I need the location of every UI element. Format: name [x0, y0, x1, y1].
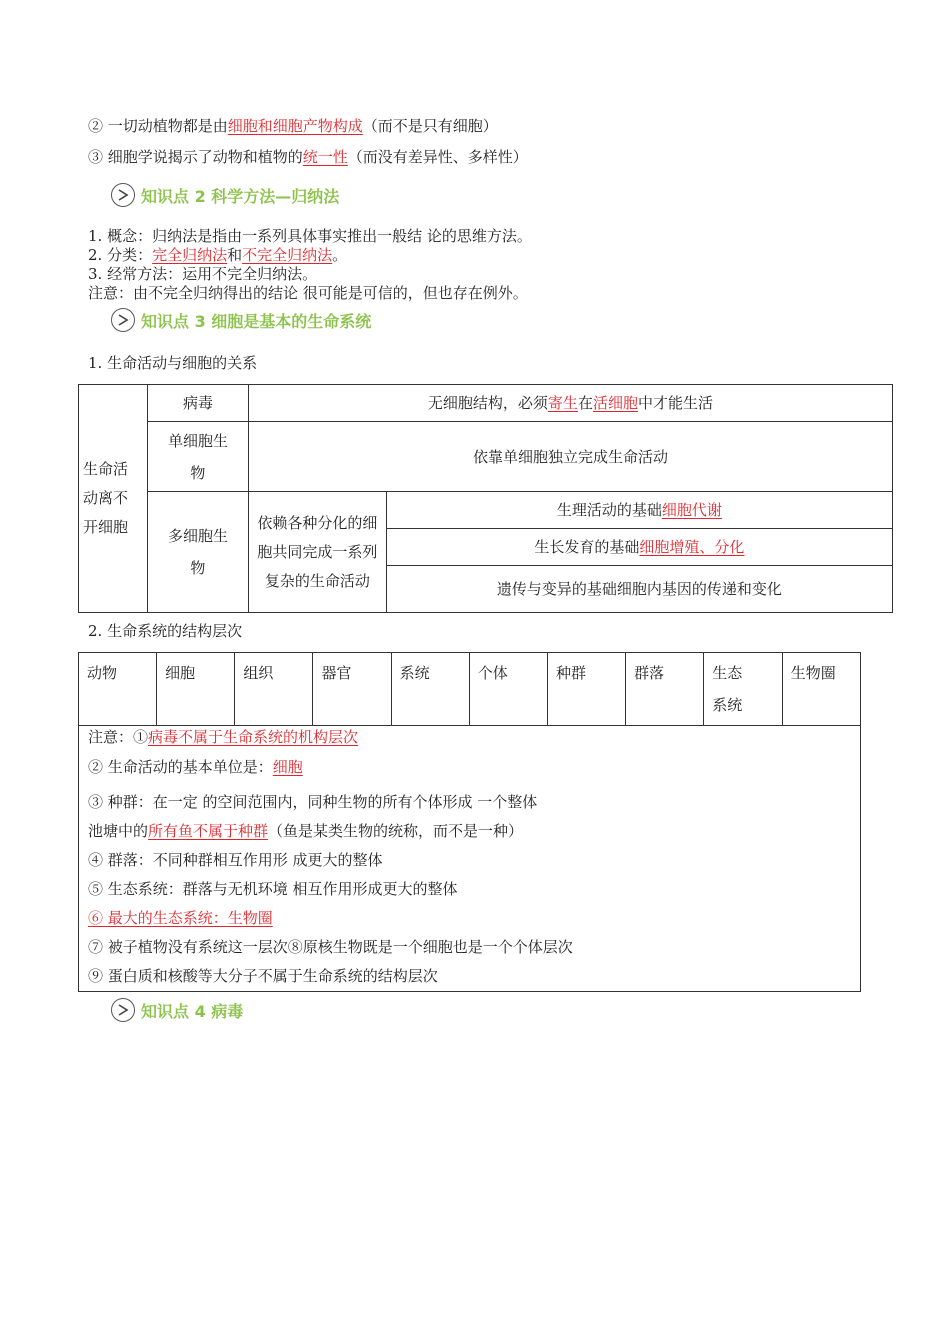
table-cell-multi: 多细胞生物: [147, 492, 248, 613]
table-cell-multi-mid: 依赖各种分化的细胞共同完成一系列复杂的生命活动: [248, 492, 386, 613]
section2-item-3: 3. 经常方法：运用不完全归纳法。: [88, 265, 318, 283]
note-line: 池塘中的所有鱼不属于种群（鱼是某类生物的统称，而不是一种）: [88, 822, 524, 840]
level-cell: 组织: [235, 653, 313, 726]
intro-line-2: ② 一切动植物都是由细胞和细胞产物构成（而不是只有细胞）: [88, 117, 498, 135]
highlight-text: 细胞和细胞产物构成: [227, 117, 363, 135]
section-title: 知识点 4 病毒: [141, 1001, 244, 1021]
level-cell: 种群: [547, 653, 625, 726]
level-cell: 个体: [469, 653, 547, 726]
section-title: 知识点 3 细胞是基本的生命系统: [141, 311, 372, 331]
intro-line-3: ③ 细胞学说揭示了动物和植物的统一性（而没有差异性、多样性）: [88, 148, 528, 166]
level-cell: 生物圈: [782, 653, 860, 726]
table-cell-single-desc: 依靠单细胞独立完成生命活动: [248, 422, 892, 492]
note-line: ② 生命活动的基本单位是：细胞: [88, 758, 303, 776]
table-cell-row3: 遗传与变异的基础细胞内基因的传递和变化: [386, 566, 892, 613]
note-line: ⑤ 生态系统：群落与无机环境 相互作用形成更大的整体: [88, 880, 458, 898]
level-cell: 器官: [313, 653, 391, 726]
level-cell: 动物: [79, 653, 157, 726]
section-title: 知识点 2 科学方法—归纳法: [141, 186, 340, 206]
arrow-right-icon: [111, 998, 135, 1022]
section3-sub-2: 2. 生命系统的结构层次: [88, 622, 243, 640]
cell-life-table: [78, 384, 893, 613]
level-cell: 生态系统: [704, 653, 783, 726]
note-line: 注意：①病毒不属于生命系统的机构层次: [88, 728, 359, 746]
note-line: ⑨ 蛋白质和核酸等大分子不属于生命系统的结构层次: [88, 967, 438, 985]
table-cell-virus: 病毒: [147, 385, 248, 422]
note-line: ③ 种群：在一定 的空间范围内，同种生物的所有个体形成 一个整体: [88, 793, 538, 811]
highlight-text: 统一性: [302, 148, 348, 166]
section-heading-3: [111, 308, 371, 332]
section-heading-2: [111, 183, 339, 207]
table-cell-single: 单细胞生物: [147, 422, 248, 492]
note-line: ⑦ 被子植物没有系统这一层次⑧原核生物既是一个细胞也是一个个体层次: [88, 938, 573, 956]
section3-sub-1: 1. 生命活动与细胞的关系: [88, 354, 258, 372]
level-cell: 群落: [626, 653, 704, 726]
table-left-header: 生命活动离不开细胞: [79, 385, 148, 613]
notes-box: [78, 720, 861, 992]
highlight-text: 完全归纳法: [152, 246, 228, 264]
table-cell-row2: 生长发育的基础细胞增殖、分化: [386, 529, 892, 566]
highlight-text: 不完全归纳法: [242, 246, 333, 264]
section2-item-1: 1. 概念：归纳法是指由一系列具体事实推出一般结 论的思维方法。: [88, 227, 532, 245]
note-line: ④ 群落：不同种群相互作用形 成更大的整体: [88, 851, 383, 869]
note-line: ⑥ 最大的生态系统：生物圈: [88, 909, 273, 927]
table-cell-row1: 生理活动的基础细胞代谢: [386, 492, 892, 529]
table-cell-virus-desc: 无细胞结构，必须寄生在活细胞中才能生活: [248, 385, 892, 422]
arrow-right-icon: [111, 183, 135, 207]
life-levels-table: [78, 652, 861, 726]
section2-item-2: 2. 分类：完全归纳法和不完全归纳法。: [88, 246, 348, 264]
section-heading-4: [111, 998, 243, 1022]
level-cell: 系统: [391, 653, 469, 726]
level-cell: 细胞: [157, 653, 235, 726]
arrow-right-icon: [111, 308, 135, 332]
section2-note: 注意：由不完全归纳得出的结论 很可能是可信的，但也存在例外。: [88, 284, 528, 302]
